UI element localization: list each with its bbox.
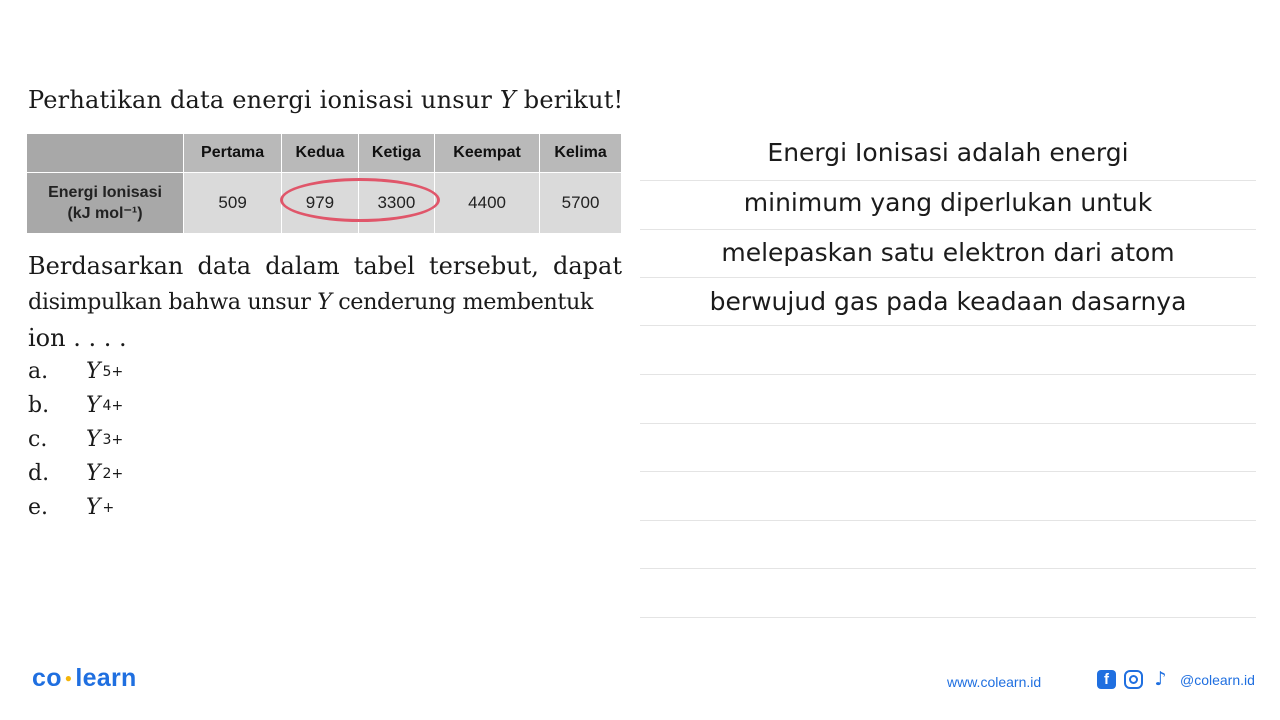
option-label: e. <box>28 495 49 520</box>
notebook-rule <box>640 277 1256 278</box>
notebook-rule <box>640 617 1256 618</box>
note-line: Energi Ionisasi adalah energi <box>767 138 1129 167</box>
table-header-cell: Keempat <box>435 134 540 173</box>
option-c[interactable] <box>28 423 123 457</box>
option-b[interactable] <box>28 389 123 423</box>
title-variable: Y <box>499 86 516 114</box>
logo-dot-icon: ● <box>64 671 73 685</box>
option-charge: 3+ <box>102 432 124 448</box>
question-title <box>28 86 623 114</box>
option-label: c. <box>28 427 48 452</box>
social-handle[interactable]: @colearn.id <box>1180 671 1255 688</box>
option-label: d. <box>28 461 50 486</box>
table-header-cell: Kelima <box>540 134 622 173</box>
paragraph-line-2-before: disimpulkan bahwa unsur <box>28 289 318 315</box>
colearn-logo <box>32 664 137 693</box>
note-line: berwujud gas pada keadaan dasarnya <box>709 287 1187 316</box>
option-d[interactable] <box>28 457 123 491</box>
paragraph-line-2 <box>28 284 622 320</box>
question-paragraph <box>28 248 622 356</box>
table-row-label <box>27 173 184 234</box>
logo-learn: learn <box>75 664 137 692</box>
notebook-rule <box>640 374 1256 375</box>
website-link[interactable]: www.colearn.id <box>947 674 1042 690</box>
paragraph-line-1: Berdasarkan data dalam tabel tersebut, dapat <box>28 252 622 280</box>
option-label: b. <box>28 393 50 418</box>
notebook-rule <box>640 229 1256 230</box>
option-charge: + <box>102 500 115 516</box>
instagram-icon[interactable] <box>1124 670 1143 689</box>
option-charge: 5+ <box>102 364 124 380</box>
title-text-after: berikut! <box>515 86 624 114</box>
note-line: melepaskan satu elektron dari atom <box>721 238 1175 267</box>
table-cell: 5700 <box>540 173 622 234</box>
option-symbol: Y <box>86 427 101 452</box>
notebook-rule <box>640 325 1256 326</box>
tiktok-icon[interactable]: ♪ <box>1154 668 1167 690</box>
social-links <box>1097 670 1255 689</box>
option-label: a. <box>28 359 49 384</box>
option-symbol: Y <box>86 461 101 486</box>
option-symbol: Y <box>86 393 101 418</box>
option-a[interactable] <box>28 355 123 389</box>
facebook-icon[interactable]: f <box>1097 670 1116 689</box>
paragraph-line-3: ion . . . . <box>28 324 127 352</box>
table-corner-cell <box>27 134 184 173</box>
notebook-lines <box>640 0 1256 720</box>
table-cell: 3300 <box>358 173 434 234</box>
option-symbol: Y <box>86 495 101 520</box>
note-line: minimum yang diperlukan untuk <box>743 188 1153 217</box>
notebook-rule <box>640 520 1256 521</box>
title-text-before: Perhatikan data energi ionisasi unsur <box>28 86 500 114</box>
notebook-rule <box>640 180 1256 181</box>
paragraph-line-2-after: cenderung membentuk <box>331 289 594 315</box>
table-cell: 4400 <box>435 173 540 234</box>
notebook-rule <box>640 568 1256 569</box>
option-symbol: Y <box>86 359 101 384</box>
row-label-line-1: Energi Ionisasi <box>48 184 162 201</box>
option-e[interactable] <box>28 491 123 525</box>
row-label-unit: (kJ mol⁻¹) <box>67 205 143 222</box>
highlight-oval-annotation <box>280 178 440 222</box>
paragraph-variable: Y <box>317 289 332 315</box>
table-header-cell: Ketiga <box>358 134 434 173</box>
table-header-row <box>27 134 622 173</box>
table-header-cell: Pertama <box>184 134 282 173</box>
notebook-rule <box>640 471 1256 472</box>
answer-options <box>28 355 123 525</box>
table-cell: 509 <box>184 173 282 234</box>
logo-co: co <box>32 664 62 692</box>
table-header-cell: Kedua <box>282 134 358 173</box>
option-charge: 2+ <box>102 466 124 482</box>
table-cell: 979 <box>282 173 358 234</box>
notebook-rule <box>640 423 1256 424</box>
option-charge: 4+ <box>102 398 124 414</box>
